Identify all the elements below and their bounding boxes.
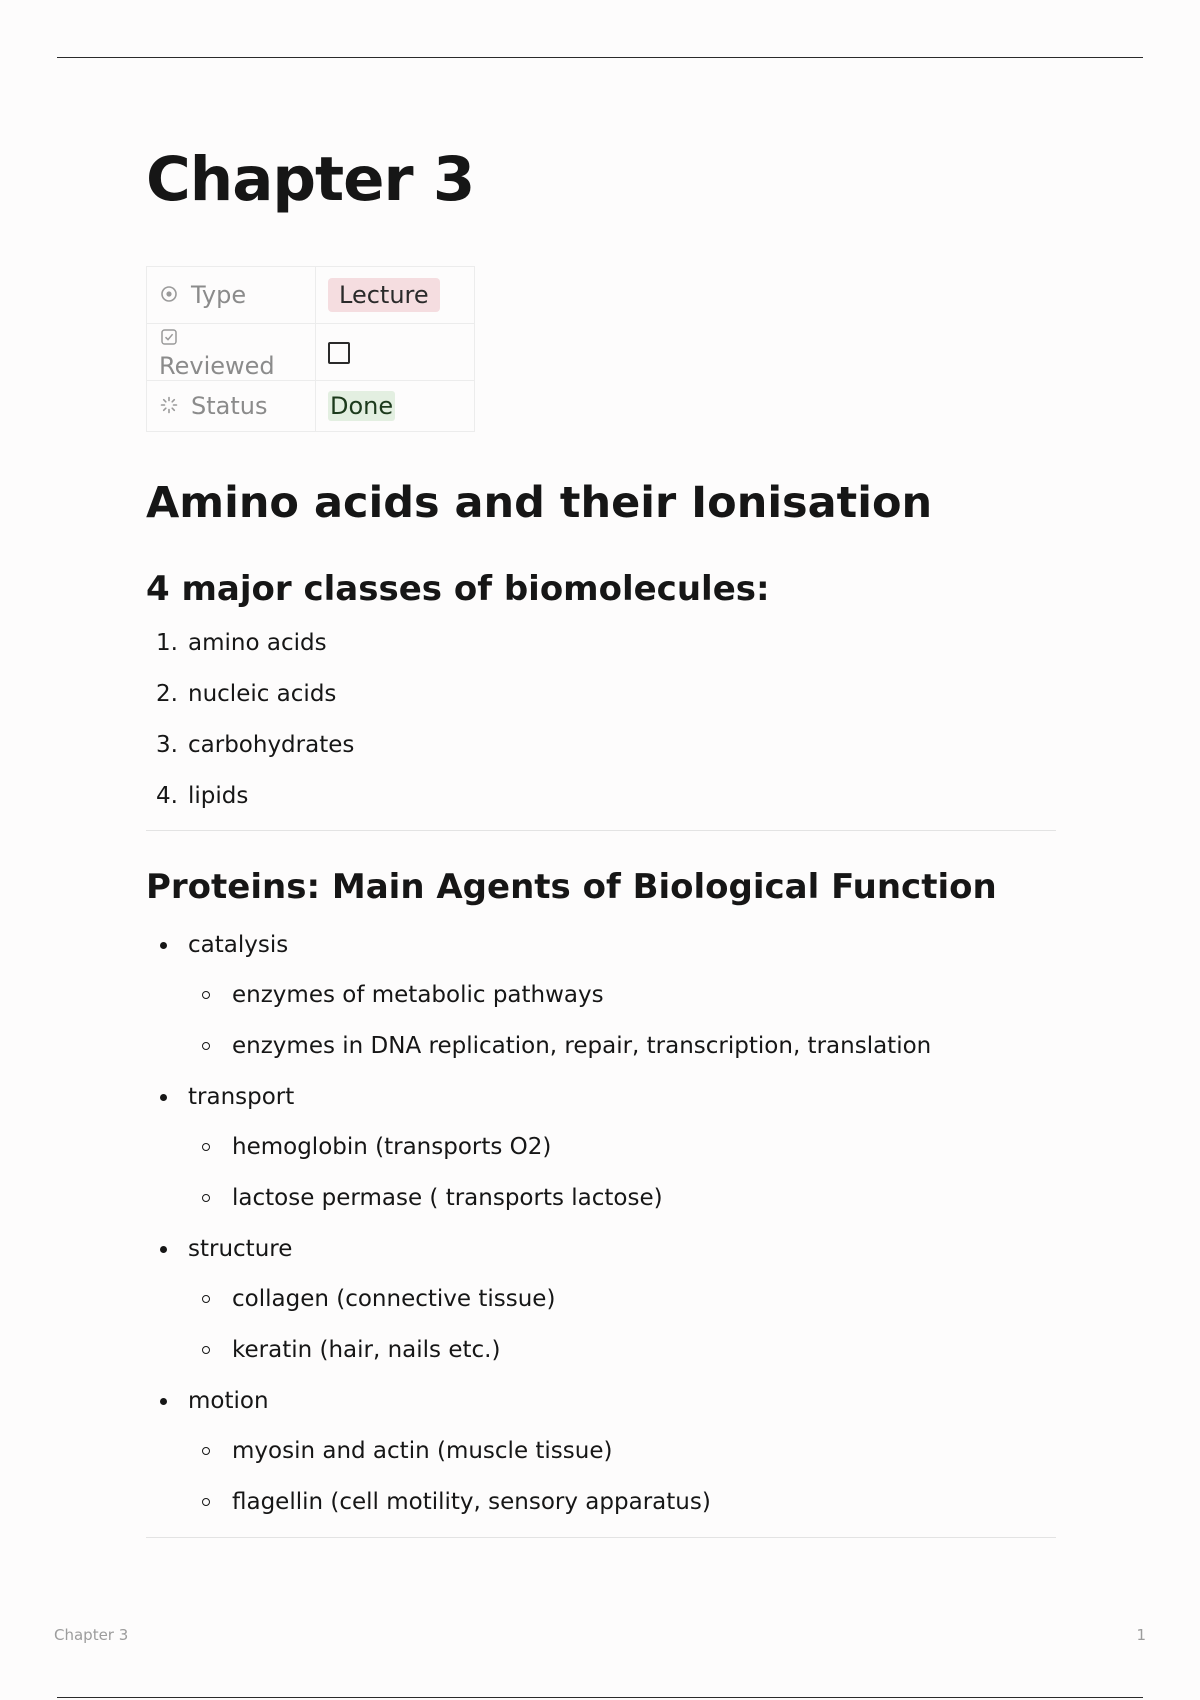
function-item [146, 1376, 931, 1528]
example-item [188, 1477, 931, 1528]
property-key-reviewed [147, 324, 316, 381]
example-text: enzymes of metabolic pathways [232, 982, 604, 1008]
list-item [146, 618, 354, 669]
loading-icon [159, 396, 179, 419]
hollow-bullet-icon [202, 1498, 210, 1506]
list-item-text: nucleic acids [188, 681, 337, 707]
hollow-bullet-icon [202, 1447, 210, 1455]
example-text: keratin (hair, nails etc.) [232, 1337, 501, 1363]
footer-title: Chapter 3 [54, 1626, 129, 1644]
example-text: enzymes in DNA replication, repair, transcription, translation [232, 1033, 932, 1059]
example-text: flagellin (cell motility, sensory apparatus) [232, 1489, 711, 1515]
divider [146, 830, 1056, 831]
function-item [146, 1072, 931, 1224]
bottom-rule [57, 1697, 1143, 1698]
bullet-icon [160, 1398, 167, 1405]
examples-list [188, 1426, 931, 1528]
example-item [188, 970, 931, 1021]
example-item [188, 1122, 931, 1173]
divider [146, 1537, 1056, 1538]
list-item-text: amino acids [188, 630, 327, 656]
top-rule [57, 57, 1143, 58]
property-label-reviewed: Reviewed [159, 352, 275, 380]
bullet-icon [160, 1246, 167, 1253]
example-item [188, 1325, 931, 1376]
property-key-status [147, 381, 316, 432]
list-item [146, 720, 354, 771]
hollow-bullet-icon [202, 1346, 210, 1354]
classes-list [146, 618, 354, 822]
list-number: 4. [156, 783, 178, 809]
property-key-type [147, 267, 316, 324]
example-text: lactose permase ( transports lactose) [232, 1185, 663, 1211]
property-value-status[interactable] [316, 381, 475, 432]
example-item [188, 1274, 931, 1325]
example-item [188, 1173, 931, 1224]
page-title: Chapter 3 [146, 144, 475, 215]
function-label: structure [188, 1236, 293, 1262]
example-text: myosin and actin (muscle tissue) [232, 1438, 613, 1464]
checkbox-icon [159, 328, 179, 351]
hollow-bullet-icon [202, 1295, 210, 1303]
hollow-bullet-icon [202, 991, 210, 999]
proteins-heading: Proteins: Main Agents of Biological Function [146, 867, 997, 907]
function-item [146, 920, 931, 1072]
property-row-type [147, 267, 475, 324]
property-row-status [147, 381, 475, 432]
property-row-reviewed [147, 324, 475, 381]
hollow-bullet-icon [202, 1143, 210, 1151]
list-number: 1. [156, 630, 178, 656]
property-label-status: Status [191, 392, 268, 420]
property-value-type[interactable] [316, 267, 475, 324]
examples-list [188, 970, 931, 1072]
list-number: 3. [156, 732, 178, 758]
page-number: 1 [1136, 1626, 1146, 1644]
target-icon [159, 285, 179, 308]
property-value-reviewed [316, 324, 475, 381]
functions-list [146, 920, 931, 1528]
function-label: motion [188, 1388, 269, 1414]
example-item [188, 1426, 931, 1477]
example-text: hemoglobin (transports O2) [232, 1134, 552, 1160]
classes-heading: 4 major classes of biomolecules: [146, 569, 770, 609]
list-item-text: lipids [188, 783, 249, 809]
list-item-text: carbohydrates [188, 732, 355, 758]
type-tag[interactable]: Lecture [328, 278, 440, 312]
list-item [146, 669, 354, 720]
example-item [188, 1021, 931, 1072]
hollow-bullet-icon [202, 1042, 210, 1050]
list-item [146, 771, 354, 822]
section-heading: Amino acids and their Ionisation [146, 478, 933, 528]
function-label: catalysis [188, 932, 289, 958]
bullet-icon [160, 942, 167, 949]
bullet-icon [160, 1094, 167, 1101]
list-number: 2. [156, 681, 178, 707]
function-label: transport [188, 1084, 295, 1110]
status-tag[interactable]: Done [330, 392, 394, 420]
example-text: collagen (connective tissue) [232, 1286, 556, 1312]
reviewed-checkbox[interactable] [328, 342, 350, 364]
properties-table [146, 266, 475, 432]
examples-list [188, 1274, 931, 1376]
examples-list [188, 1122, 931, 1224]
hollow-bullet-icon [202, 1194, 210, 1202]
function-item [146, 1224, 931, 1376]
property-label-type: Type [191, 281, 247, 309]
